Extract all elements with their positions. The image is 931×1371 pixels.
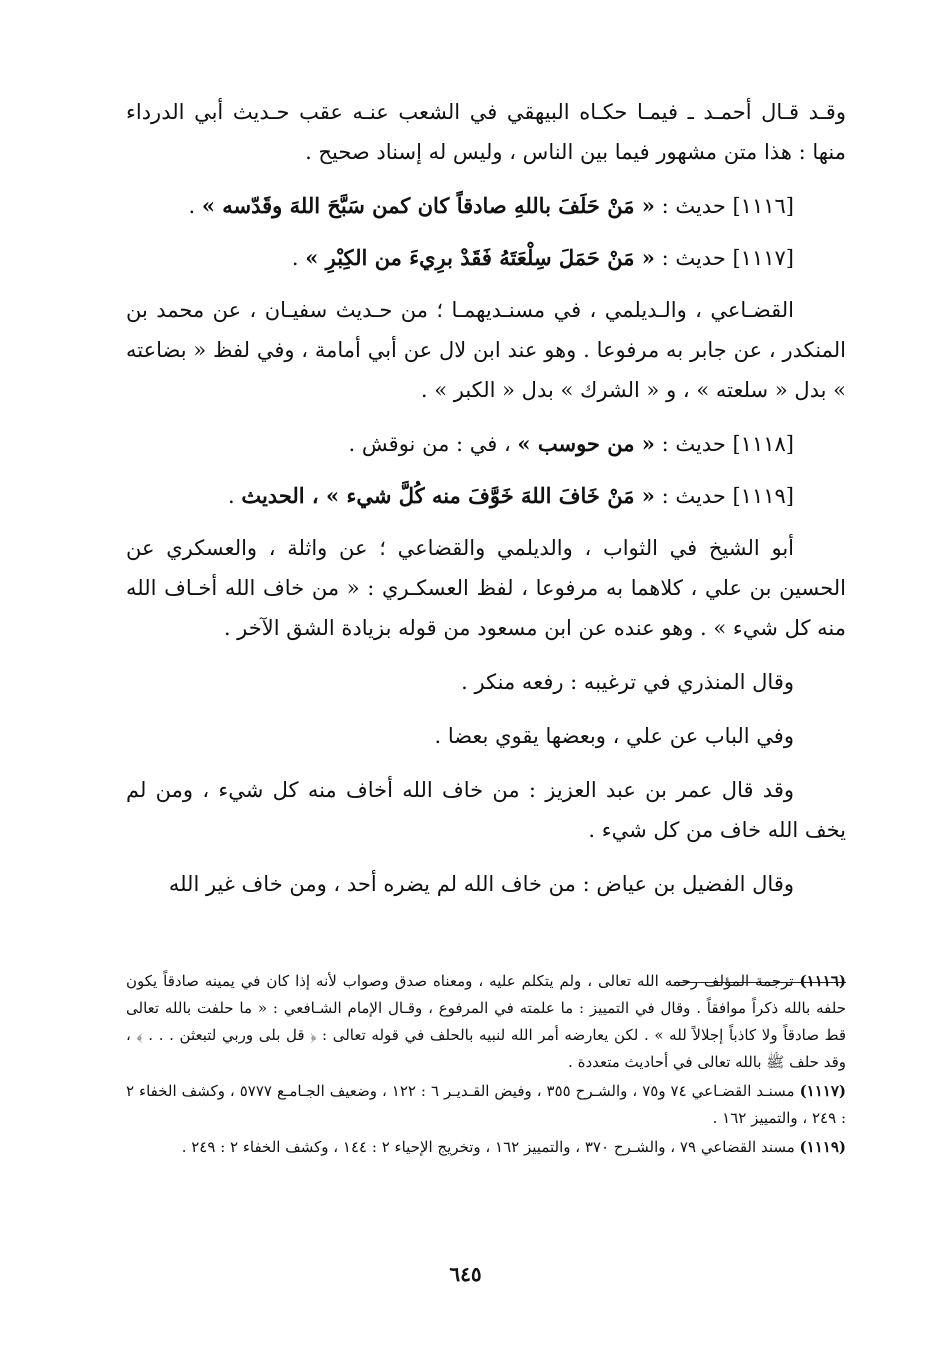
hadith-number: [١١١٧] حديث : — [661, 246, 794, 270]
paragraph-fudayl: وقال الفضيل بن عياض : من خاف الله لم يضره أحد ، ومن خاف غير الله — [168, 872, 794, 896]
footnote-1116 — [126, 968, 846, 1076]
paragraph-umar: وقد قال عمر بن عبد العزيز : من خاف الله أخاف منه كل شيء ، ومن لم يخف الله خاف من كل شيء . — [126, 778, 846, 842]
paragraph-mundhiri: وقال المنذري في ترغيبه : رفعه منكر . — [461, 670, 794, 694]
hadith-1119 — [126, 476, 846, 516]
hadith-matn: « مَنْ خَافَ اللهَ خَوَّفَ منه كُلَّ شيء » ، الحديث — [241, 483, 655, 508]
footnote-number: (١١١٦) — [799, 972, 846, 990]
paragraph-bab-ali: وفي الباب عن علي ، وبعضها يقوي بعضا . — [434, 724, 794, 748]
hadith-tail: . — [227, 484, 242, 508]
main-text — [126, 92, 846, 918]
footnote-text: ترجمة المؤلف رحمه الله تعالى ، ولم يتكلم عليه ، ومعناه صدق وصواب لأنه إذا كان في يمينه صادقاً يكون حلفه بالله ذكراً موافقاً . وقال في التمييز : ما علمته في المرفوع ، وقـال الإمام الشـافعي : « ما حلفت بالله تعالى قط صادقاً ولا كاذباً إجلالاً لله » . لكن يعارضه أمر الله لنبيه بالحلف في قوله تعالى : ﴿ قل بلى وربي لتبعثن . . . ﴾ ، وقد حلف ﷺ بالله تعالى في أحاديث متعددة . — [126, 972, 846, 1071]
body-text-block — [126, 92, 846, 904]
hadith-tail: . — [188, 194, 202, 218]
hadith-matn: « من حوسب » — [517, 431, 655, 456]
hadith-number: [١١١٦] حديث : — [661, 194, 794, 218]
hadith-1118 — [126, 424, 846, 464]
footnotes — [126, 968, 846, 1163]
footnote-number: (١١١٩) — [799, 1138, 846, 1156]
hadith-number: [١١١٨] حديث : — [661, 432, 794, 456]
page-number: ٦٤٥ — [449, 1262, 482, 1286]
paragraph-takhrij-1119: أبو الشيخ في الثواب ، والديلمي والقضاعي ؛ عن واثلة ، والعسكري عن الحسين بن علي ، كلاهما به مرفوعا ، لفظ العسكـري : « من خاف الله أخـاف الله منه كل شيء » . وهو عنده عن ابن مسعود من قوله بزيادة الشق الآخر . — [126, 536, 846, 640]
hadith-matn: « مَنْ حَلَفَ باللهِ صادقاً كان كمن سَبَّحَ اللهَ وقَدّسه » — [201, 193, 655, 218]
hadith-tail: . — [291, 246, 306, 270]
footnote-text: مسنـد القضـاعي ٧٤ و٧٥ ، والشـرح ٣٥٥ ، وفيض القـديـر ٦ : ١٢٢ ، وضعيف الجـامـع ٥٧٧٧ ، وكشف الخفاء ٢ : ٢٤٩ ، والتمييز ١٦٢ . — [126, 1082, 846, 1127]
hadith-1117 — [126, 238, 846, 278]
hadith-matn: « مَنْ حَمَلَ سِلْعَتَهُ فَقَدْ برِيءَ من الكِبْرِ » — [305, 245, 655, 270]
footnote-1119 — [126, 1134, 846, 1161]
hadith-1116 — [126, 186, 846, 226]
paragraph-ahmad-quote: وقـد قـال أحمـد ـ فيمـا حكـاه البيهقي في الشعب عنـه عقب حـديث أبي الدرداء منها : هذا متن مشهور فيما بين الناس ، وليس له إسناد صحيح . — [126, 100, 846, 164]
hadith-tail: ، في : من نوقش . — [348, 432, 518, 456]
paragraph-takhrij-1117: القضـاعي ، والـديلمي ، في مسنـديهمـا ؛ من حـديث سفيـان ، عن محمد بن المنكدر ، عن جابر به مرفوعا . وهو عند ابن لال عن أبي أمامة ، وفي لفظ « بضاعته » بدل « سلعته » ، و « الشرك » بدل « الكبر » . — [126, 298, 846, 402]
hadith-number: [١١١٩] حديث : — [661, 484, 794, 508]
footnote-text: مسند القضاعي ٧٩ ، والشـرح ٣٧٠ ، والتمييز ١٦٢ ، وتخريج الإحياء ٢ : ١٤٤ ، وكشف الخفاء ٢ : ٢٤٩ . — [181, 1138, 795, 1156]
footnote-number: (١١١٧) — [799, 1082, 847, 1100]
footnote-1117 — [126, 1078, 846, 1132]
